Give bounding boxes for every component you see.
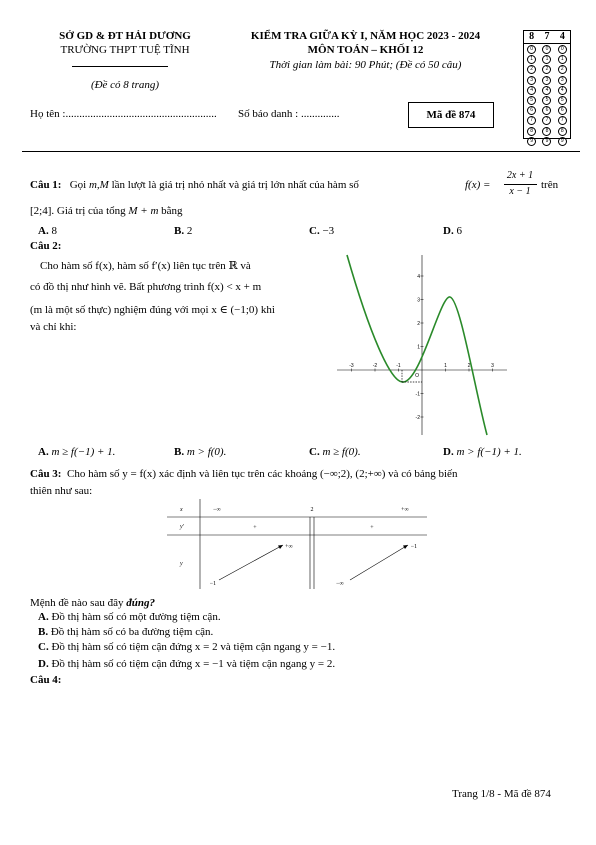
answer-bubble[interactable]: 5 (542, 96, 551, 105)
q1-text: bằng (161, 205, 183, 217)
option-label: D. (38, 658, 49, 670)
answer-bubble[interactable]: 2 (558, 65, 567, 74)
option-value: 8 (51, 225, 57, 237)
option-value: m > f(−1) + 1. (456, 446, 522, 458)
table-x-value: +∞ (401, 507, 409, 513)
table-y-value: −1 (410, 544, 418, 550)
answer-bubble[interactable]: 6 (527, 106, 536, 115)
q2-option-d[interactable] (443, 446, 522, 458)
answer-bubble[interactable]: 6 (542, 106, 551, 115)
q3-prompt-text: Mệnh đề nào sau đây (30, 597, 124, 609)
option-value: Đồ thị hàm số có tiệm cận đứng x = 2 và tiệm cận ngang y = −1. (51, 641, 336, 653)
option-label: D. (443, 446, 454, 458)
subject-title: MÔN TOÁN – KHỐI 12 (307, 44, 424, 56)
y-tick-label: 4 (417, 274, 420, 280)
q1-text: lần lượt là giá trị nhỏ nhất và giá trị lớn nhất của hàm số (111, 179, 359, 191)
q2-option-c[interactable] (309, 446, 361, 458)
y-tick-label: -2 (415, 415, 420, 421)
answer-bubble[interactable]: 7 (527, 116, 536, 125)
q2-line2: có đồ thị như hình vẽ. Bất phương trình f(x) < x + m (30, 281, 262, 293)
q3-line2: thiên như sau: (30, 485, 93, 497)
option-value: Đồ thị hàm số có một đường tiệm cận. (51, 611, 221, 623)
name-field: Họ tên :....................................................... (30, 108, 217, 120)
answer-bubble[interactable]: 6 (558, 106, 567, 115)
table-sign: + (370, 525, 374, 531)
option-value: 6 (456, 225, 462, 237)
student-id-field: Số báo danh : .............. (238, 108, 340, 120)
increasing-arrow (219, 545, 283, 580)
option-value: 2 (186, 225, 193, 237)
variation-table (165, 497, 430, 592)
option-value: m > f(0). (186, 446, 227, 458)
answer-bubble[interactable]: 5 (527, 96, 536, 105)
option-value: m ≥ f(−1) + 1. (51, 446, 116, 458)
q1-option-d[interactable] (443, 225, 462, 237)
q2-option-a[interactable] (38, 446, 115, 458)
q1-option-c[interactable] (309, 225, 334, 237)
table-yprime-label: y' (180, 524, 184, 530)
header-divider (22, 151, 580, 152)
question-label: Câu 3: (30, 468, 62, 480)
option-label: B. (174, 225, 185, 237)
table-x-label: x (180, 507, 183, 513)
exam-title: KIỂM TRA GIỮA KỲ I, NĂM HỌC 2023 - 2024 (250, 30, 481, 42)
answer-bubble[interactable]: 0 (542, 45, 551, 54)
table-y-value: +∞ (285, 544, 293, 550)
option-value: m ≥ f(0). (322, 446, 361, 458)
option-label: B. (38, 626, 49, 638)
question-3 (30, 468, 575, 480)
q1-interval: [2;4] (30, 205, 52, 217)
department-name: SỞ GD & ĐT HẢI DƯƠNG (59, 30, 191, 42)
q1-expression: M + m (128, 205, 159, 217)
answer-bubble[interactable]: 3 (542, 76, 551, 85)
question-label: Câu 1: (30, 179, 62, 191)
option-value: −3 (322, 225, 335, 237)
fraction-bar (504, 184, 537, 185)
pages-note: (Đề có 8 trang) (90, 79, 160, 91)
q1-text: Gọi (69, 179, 87, 191)
q2-line3: (m là một số thực) nghiệm đúng với mọi x ∈ (−1;0) khi (30, 304, 275, 316)
answer-bubble[interactable]: 2 (527, 65, 536, 74)
x-tick-label: 3 (491, 363, 494, 369)
option-label: A. (38, 611, 49, 623)
x-tick-label: 2 (467, 363, 471, 369)
derivative-graph (335, 250, 510, 440)
answer-bubble[interactable]: 1 (558, 55, 567, 64)
code-digit: 8 (529, 31, 535, 42)
answer-bubble[interactable]: 0 (558, 45, 567, 54)
table-y-label: y (180, 561, 183, 567)
table-y-value: −∞ (336, 581, 344, 587)
bubble-column (542, 45, 551, 147)
code-digit: 7 (544, 31, 550, 42)
q2-line1: Cho hàm số f(x), hàm số f′(x) liên tục trên ℝ và (40, 260, 251, 272)
option-label: C. (38, 641, 49, 653)
q2-option-b[interactable] (174, 446, 226, 458)
header-rule-left (72, 66, 168, 67)
answer-bubble[interactable]: 8 (542, 127, 551, 136)
table-sign: + (253, 525, 257, 531)
q3-option-d[interactable] (38, 658, 335, 670)
question-1-line2 (30, 205, 183, 218)
option-label: A. (38, 446, 49, 458)
answer-bubble[interactable]: 5 (558, 96, 567, 105)
answer-bubble[interactable]: 1 (527, 55, 536, 64)
q2-line4: và chỉ khi: (30, 321, 77, 333)
page-footer: Trang 1/8 - Mã đề 874 (452, 788, 551, 800)
option-label: C. (309, 225, 320, 237)
q3-option-c[interactable] (38, 641, 335, 653)
q1-text: . Giá trị của tổng (51, 205, 126, 217)
answer-bubble[interactable]: 4 (542, 86, 551, 95)
table-x-value: 2 (310, 507, 314, 513)
q3-prompt-emphasis: đúng? (126, 597, 155, 609)
graph-origin: O (415, 373, 419, 379)
option-value: Đồ thị hàm số có ba đường tiệm cận. (50, 626, 214, 638)
table-x-value: −∞ (213, 507, 221, 513)
table-y-value: −1 (209, 581, 217, 587)
increasing-arrow (350, 545, 408, 580)
q3-option-a[interactable] (38, 611, 221, 623)
answer-bubble[interactable]: 8 (558, 127, 567, 136)
answer-bubble[interactable]: 1 (542, 55, 551, 64)
y-tick-label: -1 (415, 391, 420, 398)
option-label: D. (443, 225, 454, 237)
q1-vars: m,M (88, 179, 109, 191)
y-tick-label: 2 (417, 321, 420, 327)
x-tick-label: -3 (349, 363, 354, 369)
question-label: Câu 4: (30, 674, 62, 686)
answer-bubble[interactable]: 4 (558, 86, 567, 95)
option-label: C. (309, 446, 320, 458)
answer-bubble[interactable]: 2 (542, 65, 551, 74)
answer-bubble[interactable]: 4 (527, 86, 536, 95)
q1-fraction-numerator: 2x + 1 (506, 170, 534, 181)
code-digit: 4 (559, 31, 565, 42)
option-label: B. (174, 446, 185, 458)
answer-bubble[interactable]: 0 (527, 45, 536, 54)
exam-code-bubble-sheet (523, 30, 571, 144)
x-tick-label: -2 (372, 363, 378, 369)
q3-line1: Cho hàm số y = f(x) xác định và liên tục trên các khoảng (−∞;2), (2;+∞) và có bảng biến (66, 468, 458, 480)
y-tick-label: 3 (417, 297, 420, 304)
y-tick-label: 1 (417, 344, 420, 351)
school-name: TRƯỜNG THPT TUỆ TĨNH (60, 44, 190, 56)
q1-function-lhs: f(x) = (465, 179, 491, 191)
option-label: A. (38, 225, 49, 237)
bubble-column (527, 45, 536, 147)
option-value: Đồ thị hàm số có tiệm cận đứng x = −1 và tiệm cận ngang y = 2. (51, 658, 336, 670)
answer-bubble[interactable]: 3 (527, 76, 536, 85)
q3-option-b[interactable] (38, 626, 213, 638)
exam-code-box: Mã đề 874 (408, 102, 494, 128)
answer-bubble[interactable]: 7 (542, 116, 551, 125)
bubble-column (558, 45, 567, 147)
x-tick-label: -1 (396, 363, 401, 369)
answer-bubble[interactable]: 9 (558, 137, 567, 146)
q1-fraction-denominator: x − 1 (509, 186, 531, 197)
answer-bubble[interactable]: 3 (558, 76, 567, 85)
question-label: Câu 2: (30, 240, 62, 252)
answer-bubble[interactable]: 9 (542, 137, 551, 146)
answer-bubble[interactable]: 9 (527, 137, 536, 146)
q1-option-a[interactable] (38, 225, 57, 237)
answer-bubble[interactable]: 8 (527, 127, 536, 136)
x-tick-label: 1 (444, 363, 447, 369)
q3-prompt (30, 597, 155, 609)
exam-time: Thời gian làm bài: 90 Phút; (Đề có 50 câu) (269, 59, 462, 71)
answer-bubble[interactable]: 7 (558, 116, 567, 125)
q1-option-b[interactable] (174, 225, 192, 237)
q1-text: trên (541, 179, 559, 191)
